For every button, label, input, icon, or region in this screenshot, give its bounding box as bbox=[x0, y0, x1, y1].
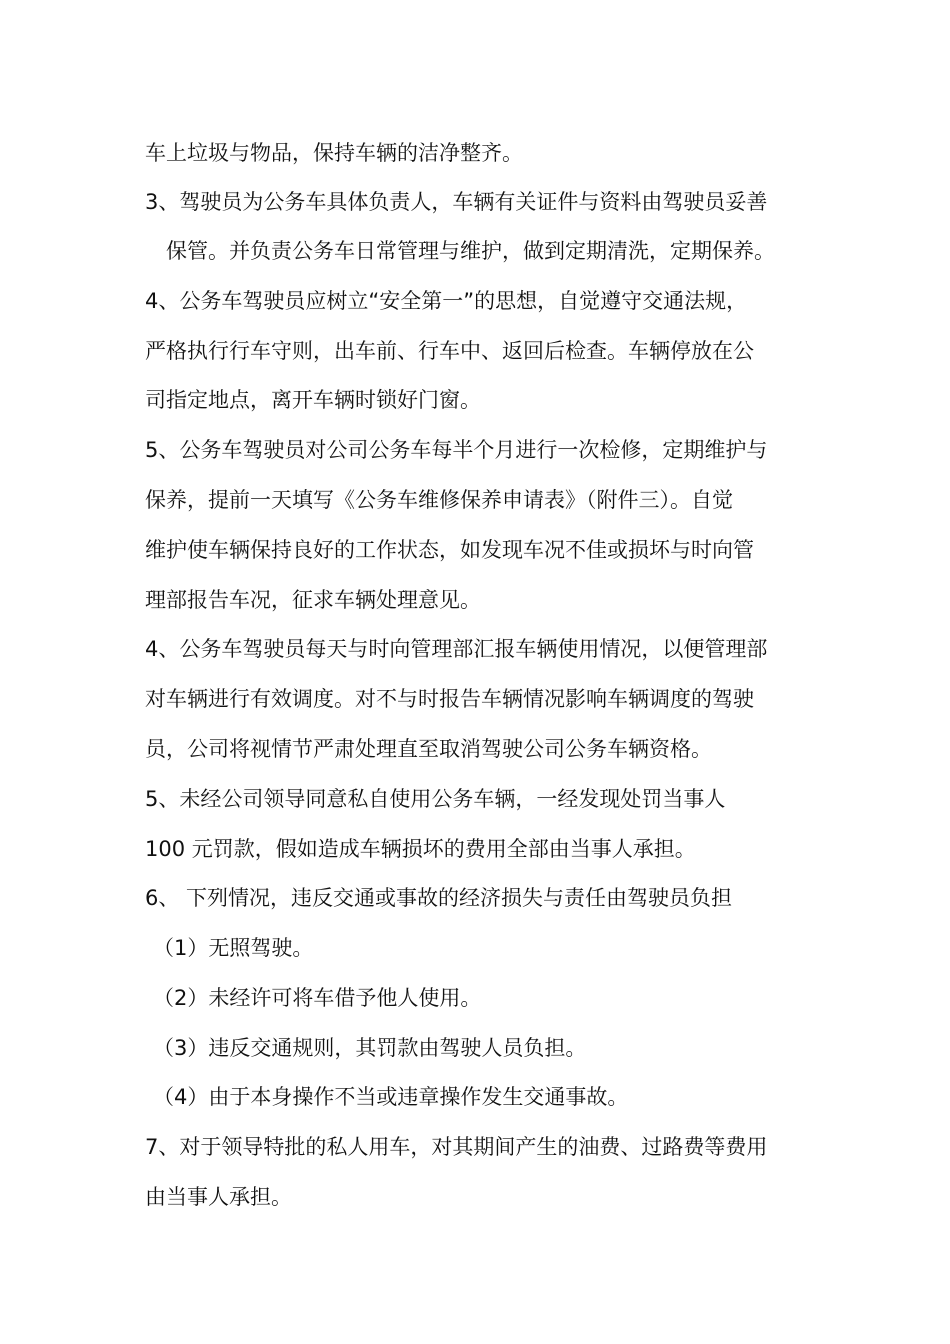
text-line: 严格执行行车守则，出车前、行车中、返回后检查。车辆停放在公 bbox=[145, 339, 754, 363]
text-line: 4、公务车驾驶员每天与时向管理部汇报车辆使用情况，以便管理部 bbox=[145, 637, 768, 661]
list-item: （4）由于本身操作不当或违章操作发生交通事故。 bbox=[153, 1085, 629, 1109]
text-line: 3、驾驶员为公务车具体负责人，车辆有关证件与资料由驾驶员妥善 bbox=[145, 190, 768, 214]
text-line: 5、未经公司领导同意私自使用公务车辆，一经发现处罚当事人 bbox=[145, 787, 726, 811]
text-line: 6、 下列情况，违反交通或事故的经济损失与责任由驾驶员负担 bbox=[145, 886, 733, 910]
list-item: （2）未经许可将车借予他人使用。 bbox=[153, 986, 482, 1010]
text-line: 理部报告车况，征求车辆处理意见。 bbox=[145, 588, 481, 612]
text-line: 7、对于领导特批的私人用车，对其期间产生的油费、过路费等费用 bbox=[145, 1135, 768, 1159]
list-item: （3）违反交通规则，其罚款由驾驶人员负担。 bbox=[153, 1036, 587, 1060]
text-line: 保养，提前一天填写《公务车维修保养申请表》（附件三）。自觉 bbox=[145, 488, 733, 512]
text-line: 100 元罚款，假如造成车辆损坏的费用全部由当事人承担。 bbox=[145, 837, 696, 861]
text-line: 员，公司将视情节严肃处理直至取消驾驶公司公务车辆资格。 bbox=[145, 737, 712, 761]
text-line: 车上垃圾与物品，保持车辆的洁净整齐。 bbox=[145, 141, 523, 165]
text-line: 维护使车辆保持良好的工作状态，如发现车况不佳或损坏与时向管 bbox=[145, 538, 754, 562]
text-line: 对车辆进行有效调度。对不与时报告车辆情况影响车辆调度的驾驶 bbox=[145, 687, 754, 711]
list-item: （1）无照驾驶。 bbox=[153, 936, 314, 960]
text-line: 司指定地点，离开车辆时锁好门窗。 bbox=[145, 388, 481, 412]
text-line: 由当事人承担。 bbox=[145, 1185, 292, 1209]
text-line: 4、公务车驾驶员应树立“安全第一”的思想，自觉遵守交通法规， bbox=[145, 289, 748, 313]
text-line: 保管。并负责公务车日常管理与维护，做到定期清洗，定期保养。 bbox=[166, 239, 775, 263]
text-line: 5、公务车驾驶员对公司公务车每半个月进行一次检修，定期维护与 bbox=[145, 438, 768, 462]
